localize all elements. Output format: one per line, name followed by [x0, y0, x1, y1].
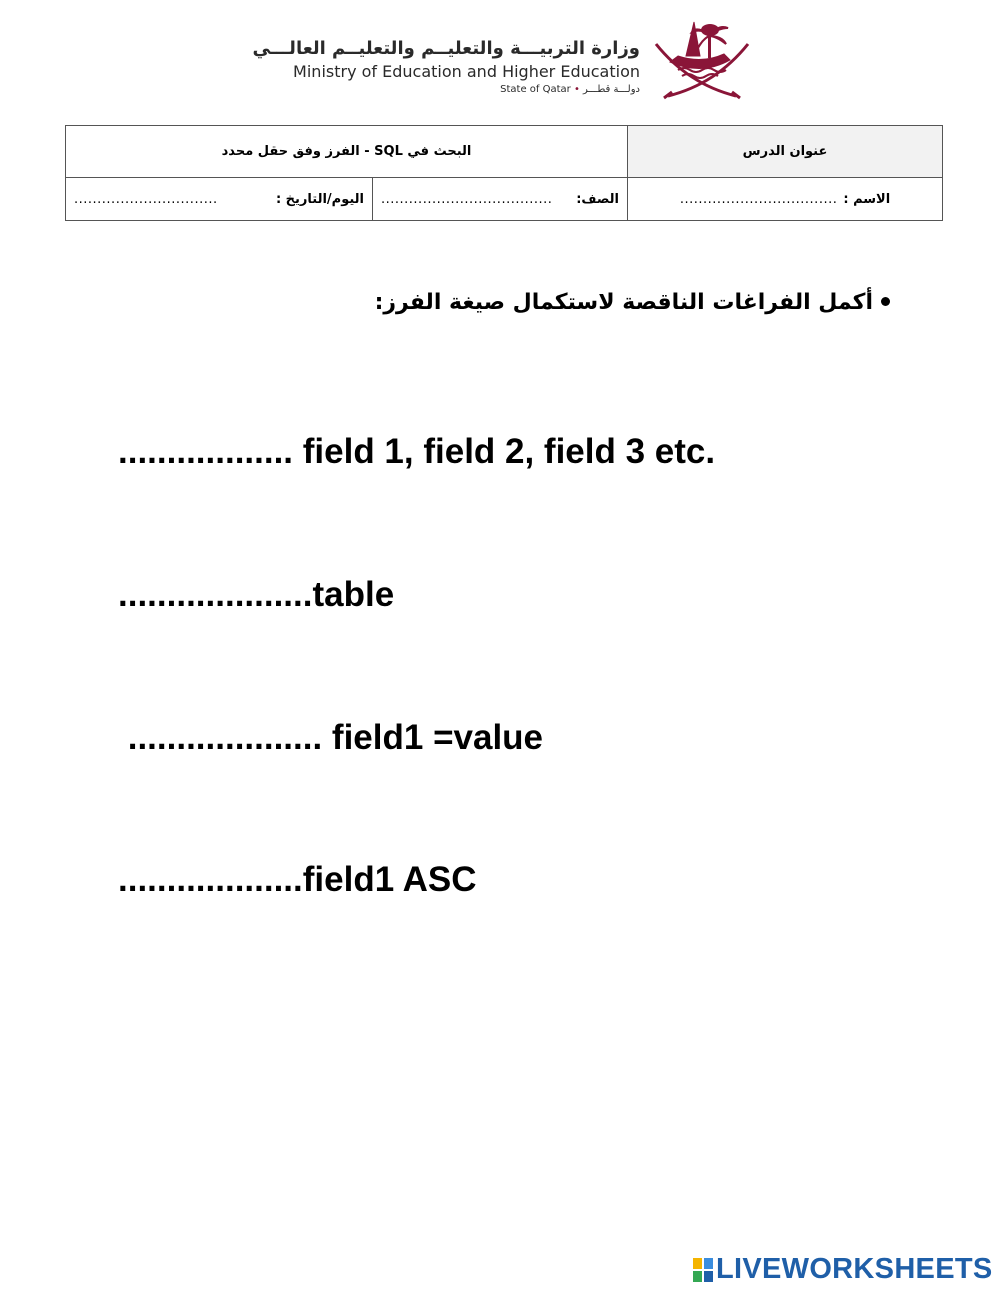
state-name-english: State of Qatar [500, 84, 571, 95]
exercise-line-where[interactable]: .................... field1 =value [118, 718, 544, 757]
lesson-info-table [65, 125, 943, 221]
ministry-name-english: Ministry of Education and Higher Education [293, 62, 640, 81]
exercise-line-order-by[interactable]: ...................field1 ASC [118, 860, 477, 899]
name-cell[interactable] [628, 178, 943, 221]
date-cell[interactable] [66, 178, 373, 221]
date-blank[interactable]: ............................... [74, 191, 218, 207]
lesson-label: عنوان الدرس [742, 144, 828, 159]
class-label: الصف: [576, 191, 620, 207]
lesson-title-cell [66, 126, 628, 178]
exercise-line-select[interactable]: .................. field 1, field 2, field 3 etc. [118, 432, 716, 471]
class-blank[interactable]: ..................................... [381, 191, 553, 207]
lesson-title: البحث في SQL - الفرز وفق حقل محدد [221, 144, 472, 159]
class-cell[interactable] [373, 178, 628, 221]
date-label: اليوم/التاريخ : [275, 191, 364, 207]
bullet-icon [881, 297, 890, 306]
state-name-arabic: دولـــة قطـــر [583, 84, 640, 95]
liveworksheets-brand: LIVEWORKSHEETS [716, 1253, 993, 1285]
ministry-name-arabic: وزارة التربيـــة والتعليــم والتعليــم العالـــي [252, 38, 640, 59]
name-label: الاسم : [843, 191, 891, 207]
name-blank[interactable]: .................................. [679, 191, 838, 207]
state-of-qatar-line [440, 84, 640, 95]
qatar-emblem-icon [648, 14, 756, 100]
instruction-label: أكمل الفراغات الناقصة لاستكمال صيغة الفرز: [374, 290, 873, 315]
lesson-label-cell [628, 126, 943, 178]
exercise-line-from[interactable]: ....................table [118, 575, 395, 614]
separator-dot-icon: • [573, 84, 580, 95]
liveworksheets-logo-icon [693, 1258, 713, 1282]
instruction-text [360, 290, 890, 315]
